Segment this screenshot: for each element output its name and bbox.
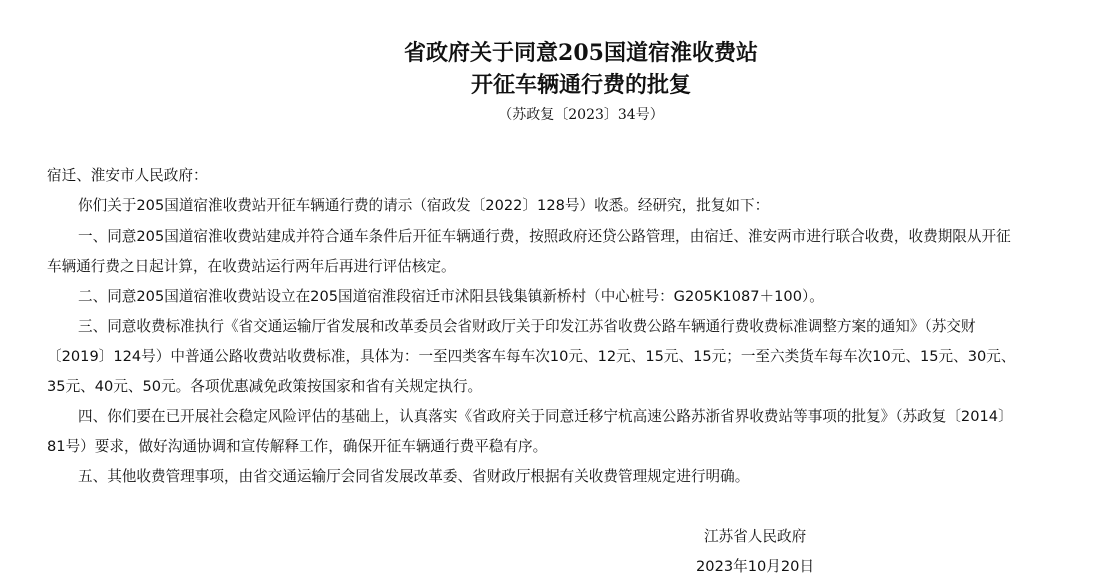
body-line-item-2: 二、同意205国道宿淮收费站设立在205国道宿淮段宿迁市沭阳县钱集镇新桥村（中心桩号：G205K1087＋100）。 — [78, 288, 824, 305]
body-line-item-3-cont-1: 〔2019〕124号）中普通公路收费站收费标准，具体为：一至四类客车每车次10元、12元、15元、15元；一至六类货车每车次10元、15元、30元、 — [47, 348, 1016, 365]
addressee: 宿迁、淮安市人民政府： — [47, 167, 208, 184]
document-title-line-2: 开征车辆通行费的批复 — [470, 72, 691, 98]
body-line-item-3: 三、同意收费标准执行《省交通运输厅省发展和改革委员会省财政厅关于印发江苏省收费公路车辆通行费收费标准调整方案的通知》（苏交财 — [78, 318, 976, 335]
document-number: （苏政复〔2023〕34号） — [498, 107, 664, 123]
document-title-line-1: 省政府关于同意205国道宿淮收费站 — [404, 40, 758, 66]
signature-date: 2023年10月20日 — [696, 558, 815, 575]
body-line-item-1: 一、同意205国道宿淮收费站建成并符合通车条件后开征车辆通行费，按照政府还贷公路管理，由宿迁、淮安两市进行联合收费，收费期限从开征 — [78, 228, 1011, 245]
body-line-intro: 你们关于205国道宿淮收费站开征车辆通行费的请示（宿政发〔2022〕128号）收悉。经研究，批复如下： — [78, 197, 770, 214]
body-line-item-4: 四、你们要在已开展社会稳定风险评估的基础上，认真落实《省政府关于同意迁移宁杭高速公路苏浙省界收费站等事项的批复》（苏政复〔2014〕 — [78, 408, 1013, 425]
body-line-item-4-cont: 81号）要求，做好沟通协调和宣传解释工作，确保开征车辆通行费平稳有序。 — [47, 438, 548, 455]
signature-issuer: 江苏省人民政府 — [704, 528, 807, 545]
body-line-item-5: 五、其他收费管理事项，由省交通运输厅会同省发展改革委、省财政厅根据有关收费管理规定进行明确。 — [78, 468, 750, 485]
body-line-item-1-cont: 车辆通行费之日起计算，在收费站运行两年后再进行评估核定。 — [47, 258, 456, 275]
body-line-item-3-cont-2: 35元、40元、50元。各项优惠减免政策按国家和省有关规定执行。 — [47, 378, 483, 395]
